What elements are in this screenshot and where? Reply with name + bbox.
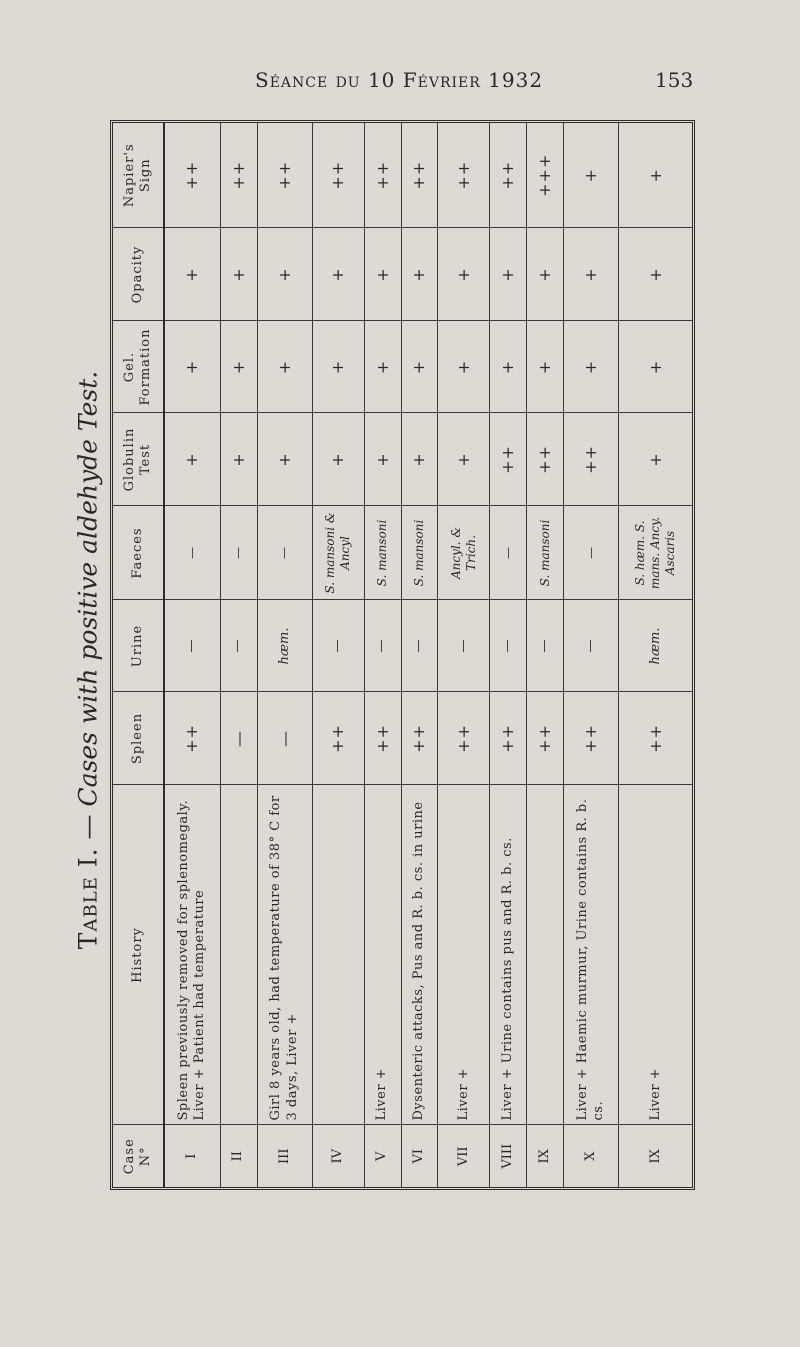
cell-napier: ++ xyxy=(438,123,490,228)
cell-gel: + xyxy=(438,321,490,413)
cell-case: IV xyxy=(312,1125,364,1187)
cell-urine: — xyxy=(527,600,564,692)
cell-urine: hæm. xyxy=(619,600,692,692)
cell-globulin: + xyxy=(220,413,257,506)
col-header-case: Case N° xyxy=(113,1125,164,1187)
cell-napier: ++ xyxy=(364,123,401,228)
col-header-faeces: Faeces xyxy=(113,506,164,600)
cell-urine: — xyxy=(312,600,364,692)
cell-gel: + xyxy=(619,321,692,413)
cell-history: Liver + xyxy=(619,785,692,1125)
cell-case: VII xyxy=(438,1125,490,1187)
table-row xyxy=(490,123,527,1187)
cell-spleen: ++ xyxy=(364,692,401,785)
cell-urine: — xyxy=(438,600,490,692)
cell-opacity: + xyxy=(164,228,220,321)
table-row xyxy=(619,123,692,1187)
cell-urine: — xyxy=(401,600,438,692)
cell-spleen: ++ xyxy=(438,692,490,785)
cell-gel: + xyxy=(401,321,438,413)
table-row xyxy=(164,123,220,1187)
cell-napier: ++ xyxy=(312,123,364,228)
col-header-spleen: Spleen xyxy=(113,692,164,785)
cell-opacity: + xyxy=(257,228,312,321)
cell-case: X xyxy=(563,1125,618,1187)
cell-case: I xyxy=(184,1153,200,1159)
caption-separator: — xyxy=(73,806,103,848)
cell-case: II xyxy=(220,1125,257,1187)
cell-globulin: ++ xyxy=(490,413,527,506)
cell-napier: ++ xyxy=(257,123,312,228)
table-row xyxy=(220,123,257,1187)
cell-faeces: Ancyl. & Trich. xyxy=(438,506,490,600)
cell-urine: — xyxy=(164,600,220,692)
col-header-opacity: Opacity xyxy=(113,228,164,321)
cell-spleen: — xyxy=(257,692,312,785)
table-row xyxy=(438,123,490,1187)
cell-faeces: S. mansoni xyxy=(527,506,564,600)
cell-opacity: + xyxy=(619,228,692,321)
cell-napier: + xyxy=(563,123,618,228)
cell-history xyxy=(527,785,564,1125)
cell-napier: ++ xyxy=(220,123,257,228)
cell-case: VIII xyxy=(490,1125,527,1187)
cell-case: IX xyxy=(527,1125,564,1187)
cell-urine: — xyxy=(490,600,527,692)
cell-gel: + xyxy=(164,321,220,413)
page-number: 153 xyxy=(655,68,694,92)
cell-faeces: — xyxy=(257,506,312,600)
cell-napier: + xyxy=(619,123,692,228)
cell-spleen: ++ xyxy=(312,692,364,785)
table-row xyxy=(401,123,438,1187)
cell-napier: ++ xyxy=(401,123,438,228)
cell-gel: + xyxy=(257,321,312,413)
cell-globulin: ++ xyxy=(527,413,564,506)
cell-globulin: + xyxy=(619,413,692,506)
cell-gel: + xyxy=(527,321,564,413)
cell-faeces: S. mansoni xyxy=(401,506,438,600)
table-row xyxy=(563,123,618,1187)
cell-case: VI xyxy=(401,1125,438,1187)
cell-urine: — xyxy=(364,600,401,692)
cell-history: Liver + xyxy=(438,785,490,1125)
cell-history xyxy=(220,785,257,1125)
cell-case: III xyxy=(257,1125,312,1187)
cell-history: Spleen previously removed for splenomegaly. Liver + Patient had temperature xyxy=(164,785,220,1125)
table-row xyxy=(257,123,312,1187)
cell-spleen: ++ xyxy=(164,692,220,785)
cell-opacity: + xyxy=(490,228,527,321)
header-row xyxy=(113,123,164,1187)
cell-napier: ++ xyxy=(490,123,527,228)
cell-globulin: + xyxy=(257,413,312,506)
cell-opacity: + xyxy=(527,228,564,321)
cell-globulin: ++ xyxy=(563,413,618,506)
cell-globulin: + xyxy=(164,413,220,506)
cell-globulin: + xyxy=(438,413,490,506)
cell-gel: + xyxy=(364,321,401,413)
caption-label: Table I. xyxy=(73,847,103,950)
cell-faeces: — xyxy=(220,506,257,600)
table-row xyxy=(312,123,364,1187)
cell-faeces: S. hæm. S. mans. Ancy. Ascaris xyxy=(619,506,692,600)
cell-opacity: + xyxy=(438,228,490,321)
cell-case: IX xyxy=(619,1125,692,1187)
cell-napier: +++ xyxy=(527,123,564,228)
cell-faeces: S. mansoni & Ancyl xyxy=(312,506,364,600)
cell-faeces: — xyxy=(563,506,618,600)
cell-urine: hæm. xyxy=(257,600,312,692)
col-header-gel: Gel. Formation xyxy=(113,321,164,413)
cell-globulin: + xyxy=(364,413,401,506)
rotated-table xyxy=(110,120,695,1190)
cell-urine: — xyxy=(220,600,257,692)
cell-spleen: ++ xyxy=(401,692,438,785)
caption-text xyxy=(74,371,103,949)
cell-spleen: ++ xyxy=(619,692,692,785)
col-header-globulin: Globulin Test xyxy=(113,413,164,506)
cases-table xyxy=(113,123,692,1187)
cell-faeces: — xyxy=(490,506,527,600)
running-head: Séance du 10 Février 1932 xyxy=(255,68,544,92)
cell-gel: + xyxy=(312,321,364,413)
col-header-urine: Urine xyxy=(113,600,164,692)
cell-history: Liver + Haemic murmur, Urine contains R. b. cs. xyxy=(563,785,618,1125)
cell-history: Liver + Urine contains pus and R. b. cs. xyxy=(490,785,527,1125)
cell-gel: + xyxy=(563,321,618,413)
cell-gel: + xyxy=(220,321,257,413)
cell-opacity: + xyxy=(401,228,438,321)
cell-case: V xyxy=(364,1125,401,1187)
col-header-history: History xyxy=(113,785,164,1125)
cell-spleen: ++ xyxy=(527,692,564,785)
cell-globulin: + xyxy=(312,413,364,506)
cell-history xyxy=(312,785,364,1125)
cell-spleen: — xyxy=(220,692,257,785)
cell-history: Girl 8 years old, had temperature of 38° C for 3 days, Liver + xyxy=(257,785,312,1125)
cell-napier: ++ xyxy=(164,123,220,228)
cell-faeces: — xyxy=(164,506,220,600)
cell-history: Liver + xyxy=(364,785,401,1125)
cell-faeces: S. mansoni xyxy=(364,506,401,600)
cell-globulin: + xyxy=(401,413,438,506)
cell-opacity: + xyxy=(364,228,401,321)
cell-opacity: + xyxy=(563,228,618,321)
cell-spleen: ++ xyxy=(490,692,527,785)
caption-title: Cases with positive aldehyde Test. xyxy=(73,370,103,807)
cell-gel: + xyxy=(490,321,527,413)
col-header-napier: Napier's Sign xyxy=(113,123,164,228)
table-row xyxy=(527,123,564,1187)
cell-opacity: + xyxy=(220,228,257,321)
table-row xyxy=(364,123,401,1187)
cell-history: Dysenteric attacks, Pus and R. b. cs. in urine xyxy=(401,785,438,1125)
cell-opacity: + xyxy=(312,228,364,321)
cell-spleen: ++ xyxy=(563,692,618,785)
cell-urine: — xyxy=(563,600,618,692)
